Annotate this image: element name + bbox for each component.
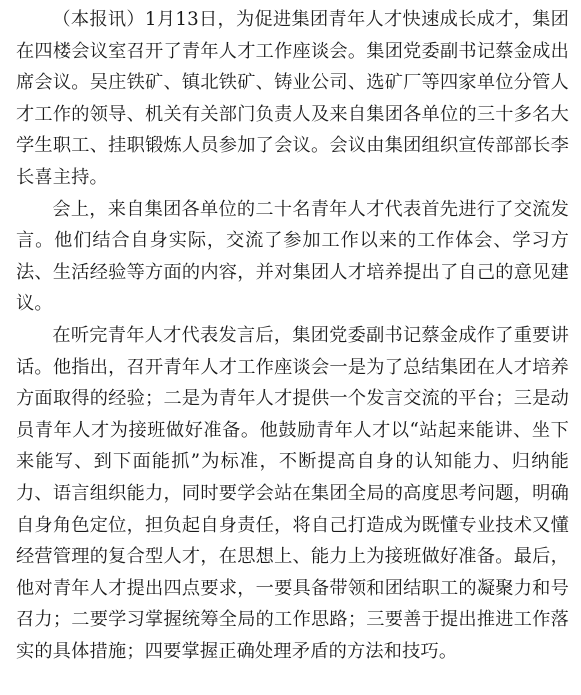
article-paragraph-3: 在听完青年人才代表发言后，集团党委副书记蔡金成作了重要讲话。他指出，召开青年人才工作座谈会一是为了总结集团在人才培养方面取得的经验；二是为青年人才提供一个发言交流的平台；三是动员青年人才为接班做好准备。他鼓励青年人才以“站起来能讲、坐下来能写、到下面能抓”为标准，不断提高自身的认知能力、归纳能力、语言组织能力，同时要学会站在集团全局的高度思考问题，明确自身角色定位，担负起自身责任，将自己打造成为既懂专业技术又懂经营管理的复合型人才，在思想上、能力上为接班做好准备。最后，他对青年人才提出四点要求，一要具备带领和团结职工的凝聚力和号召力；二要学习掌握统筹全局的工作思路；三要善于提出推进工作落实的具体措施；四要掌握正确处理矛盾的方法和技巧。 bbox=[16, 324, 569, 662]
article-paragraph-2: 会上，来自集团各单位的二十名青年人才代表首先进行了交流发言。他们结合自身实际，交流了参加工作以来的工作体会、学习方法、生活经验等方面的内容，并对集团人才培养提出了自己的意见建议。 bbox=[16, 198, 569, 315]
article-paragraph-1: （本报讯）1月13日，为促进集团青年人才快速成长成才，集团在四楼会议室召开了青年人才工作座谈会。集团党委副书记蔡金成出席会议。吴庄铁矿、镇北铁矿、铸业公司、选矿厂等四家单位分管人才工作的领导、机关有关部门负责人及来自集团各单位的三十多名大学生职工、挂职锻炼人员参加了会议。会议由集团组织宣传部部长李长喜主持。 bbox=[16, 9, 569, 188]
